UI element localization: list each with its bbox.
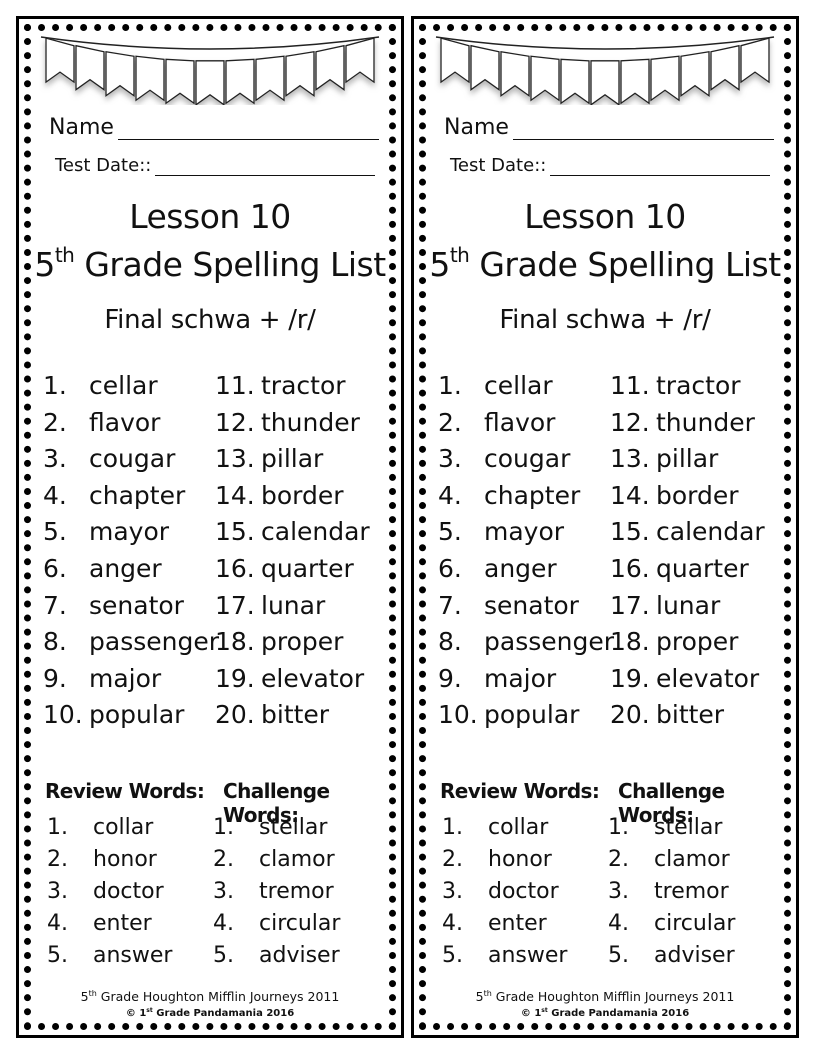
word-number: 11. <box>610 371 650 400</box>
grade-number: 5 <box>34 245 55 284</box>
spelling-word: pillar <box>656 444 719 474</box>
bunting-flag <box>531 56 559 100</box>
word-number: 3. <box>47 879 68 904</box>
spelling-word: cougar <box>89 444 176 474</box>
review-word: honor <box>488 847 552 872</box>
word-number: 20. <box>215 700 255 730</box>
word-number: 2. <box>213 847 234 872</box>
spelling-word: flavor <box>484 407 556 437</box>
name-blank[interactable] <box>118 121 379 140</box>
word-number: 16. <box>215 554 255 583</box>
word-number: 4. <box>213 911 234 936</box>
challenge-word: tremor <box>654 879 729 904</box>
review-word: doctor <box>488 879 559 904</box>
word-number: 19. <box>610 663 650 693</box>
copyright-rest: Grade Pandamania 2016 <box>547 1008 690 1019</box>
spelling-word: major <box>89 663 162 693</box>
spelling-word: mayor <box>89 517 170 547</box>
word-number: 2. <box>438 407 462 437</box>
bunting-flag <box>681 52 709 96</box>
word-number: 3. <box>213 879 234 904</box>
word-number: 5. <box>43 517 67 547</box>
bunting-flag <box>441 38 469 82</box>
challenge-word: clamor <box>654 847 730 872</box>
name-blank[interactable] <box>513 121 774 140</box>
word-number: 3. <box>442 879 463 904</box>
copyright-prefix: © 1 <box>125 1008 147 1019</box>
word-number: 14. <box>215 480 255 510</box>
spelling-word: proper <box>656 627 739 657</box>
bunting-flag <box>226 59 254 103</box>
word-number: 6. <box>43 554 67 583</box>
spelling-word: anger <box>89 554 162 583</box>
spelling-word: border <box>656 480 739 510</box>
lesson-title: Lesson 10 <box>129 197 291 236</box>
word-number: 12. <box>215 407 255 437</box>
test-date-blank[interactable] <box>155 157 375 176</box>
word-number: 2. <box>47 847 68 872</box>
spelling-word: passenger <box>484 627 614 657</box>
bunting-flag <box>741 38 769 82</box>
word-number: 11. <box>215 371 255 400</box>
test-date-line <box>450 155 770 176</box>
spelling-word: cellar <box>484 371 553 400</box>
bunting-flag <box>286 52 314 96</box>
footer-grade-number: 5 <box>80 989 89 1004</box>
word-number: 4. <box>47 911 68 936</box>
bookmark-left <box>16 16 404 1038</box>
bunting-flag <box>471 46 499 90</box>
word-number: 2. <box>608 847 629 872</box>
word-number: 4. <box>43 480 67 510</box>
word-number: 5. <box>213 943 234 968</box>
spelling-word: chapter <box>89 480 186 510</box>
word-number: 20. <box>610 700 650 730</box>
word-number: 5. <box>47 943 68 968</box>
spelling-word: pillar <box>261 444 324 474</box>
challenge-word: tremor <box>259 879 334 904</box>
phonics-pattern: Final schwa + /r/ <box>499 305 711 335</box>
challenge-word: circular <box>654 911 736 936</box>
spelling-word: thunder <box>261 407 360 437</box>
review-word: collar <box>488 815 549 840</box>
bunting-flag <box>711 46 739 90</box>
word-number: 3. <box>608 879 629 904</box>
challenge-word: circular <box>259 911 341 936</box>
footer-grade-suffix: th <box>483 989 492 998</box>
review-word: answer <box>488 943 568 968</box>
bunting-flag <box>561 59 589 103</box>
bunting-banner <box>434 27 776 105</box>
word-number: 5. <box>608 943 629 968</box>
spelling-word: calendar <box>261 517 370 547</box>
spelling-word: chapter <box>484 480 581 510</box>
name-label: Name <box>444 115 509 140</box>
review-word: collar <box>93 815 154 840</box>
spelling-word: mayor <box>484 517 565 547</box>
word-number: 9. <box>438 663 462 693</box>
word-number: 1. <box>608 815 629 840</box>
phonics-pattern: Final schwa + /r/ <box>104 305 316 335</box>
footer-grade-suffix: th <box>88 989 97 998</box>
grade-title-rest: Grade Spelling List <box>74 245 386 284</box>
spelling-word: popular <box>89 700 185 730</box>
word-number: 7. <box>43 590 67 620</box>
spelling-word: thunder <box>656 407 755 437</box>
spelling-word: passenger <box>89 627 219 657</box>
grade-suffix: th <box>54 243 75 267</box>
review-words-label: Review Words: <box>440 779 600 803</box>
word-number: 15. <box>215 517 255 547</box>
word-number: 8. <box>43 627 67 657</box>
spelling-word: lunar <box>261 590 326 620</box>
spelling-word: quarter <box>656 554 749 583</box>
bunting-flag <box>316 46 344 90</box>
footer-source-rest: Grade Houghton Mifflin Journeys 2011 <box>96 989 340 1004</box>
word-number: 6. <box>438 554 462 583</box>
review-word: honor <box>93 847 157 872</box>
grade-title <box>19 243 401 284</box>
bunting-flag <box>501 52 529 96</box>
spelling-word: border <box>261 480 344 510</box>
review-word: enter <box>93 911 152 936</box>
word-number: 19. <box>215 663 255 693</box>
word-number: 18. <box>215 627 255 657</box>
test-date-line <box>55 155 375 176</box>
bunting-flag <box>651 56 679 100</box>
lesson-title: Lesson 10 <box>524 197 686 236</box>
bookmark-right <box>411 16 799 1038</box>
review-word: enter <box>488 911 547 936</box>
word-number: 10. <box>43 700 83 730</box>
word-number: 1. <box>438 371 462 400</box>
spelling-word: tractor <box>656 371 741 400</box>
word-number: 5. <box>438 517 462 547</box>
word-number: 4. <box>438 480 462 510</box>
challenge-word: clamor <box>259 847 335 872</box>
name-label: Name <box>49 115 114 140</box>
bunting-flag <box>196 61 224 105</box>
word-number: 2. <box>442 847 463 872</box>
spelling-word: senator <box>89 590 184 620</box>
test-date-label: Test Date:: <box>450 155 547 176</box>
challenge-words-label: Challenge Words: <box>223 779 330 827</box>
review-word: answer <box>93 943 173 968</box>
word-number: 16. <box>610 554 650 583</box>
word-number: 2. <box>43 407 67 437</box>
bunting-banner <box>39 27 381 105</box>
spelling-word: popular <box>484 700 580 730</box>
word-number: 9. <box>43 663 67 693</box>
word-number: 10. <box>438 700 478 730</box>
spelling-word: anger <box>484 554 557 583</box>
copyright-suffix: st <box>146 1007 153 1014</box>
spelling-word: cougar <box>484 444 571 474</box>
spelling-word: quarter <box>261 554 354 583</box>
test-date-blank[interactable] <box>550 157 770 176</box>
footer-source <box>414 989 796 1004</box>
word-number: 4. <box>442 911 463 936</box>
name-line <box>444 115 774 140</box>
spelling-word: lunar <box>656 590 721 620</box>
spelling-word: cellar <box>89 371 158 400</box>
spelling-word: proper <box>261 627 344 657</box>
bunting-flag <box>256 56 284 100</box>
word-number: 13. <box>215 444 255 474</box>
word-number: 1. <box>47 815 68 840</box>
bunting-flag <box>136 56 164 100</box>
challenge-word: stellar <box>654 815 723 840</box>
test-date-label: Test Date:: <box>55 155 152 176</box>
copyright-rest: Grade Pandamania 2016 <box>152 1008 295 1019</box>
challenge-word: adviser <box>259 943 340 968</box>
spelling-word: elevator <box>656 663 760 693</box>
grade-number: 5 <box>429 245 450 284</box>
challenge-words-label: Challenge Words: <box>618 779 725 827</box>
word-number: 17. <box>610 590 650 620</box>
word-number: 17. <box>215 590 255 620</box>
bunting-flag <box>346 38 374 82</box>
bunting-flag <box>106 52 134 96</box>
word-number: 3. <box>438 444 462 474</box>
challenge-word: adviser <box>654 943 735 968</box>
word-number: 5. <box>442 943 463 968</box>
spelling-word: bitter <box>261 700 330 730</box>
spelling-word: flavor <box>89 407 161 437</box>
spelling-word: elevator <box>261 663 365 693</box>
bunting-flag <box>591 61 619 105</box>
spelling-word: tractor <box>261 371 346 400</box>
bunting-flag <box>621 59 649 103</box>
spelling-word: major <box>484 663 557 693</box>
footer-grade-number: 5 <box>475 989 484 1004</box>
spelling-word: bitter <box>656 700 725 730</box>
word-number: 1. <box>442 815 463 840</box>
footer-source-rest: Grade Houghton Mifflin Journeys 2011 <box>491 989 735 1004</box>
word-number: 8. <box>438 627 462 657</box>
footer-copyright <box>19 1007 401 1019</box>
word-number: 14. <box>610 480 650 510</box>
grade-suffix: th <box>449 243 470 267</box>
spelling-word: senator <box>484 590 579 620</box>
review-word: doctor <box>93 879 164 904</box>
word-number: 7. <box>438 590 462 620</box>
bunting-flag <box>46 38 74 82</box>
word-number: 1. <box>43 371 67 400</box>
word-number: 12. <box>610 407 650 437</box>
copyright-suffix: st <box>541 1007 548 1014</box>
word-number: 13. <box>610 444 650 474</box>
review-words-label: Review Words: <box>45 779 205 803</box>
word-number: 4. <box>608 911 629 936</box>
bunting-flag <box>166 59 194 103</box>
word-number: 15. <box>610 517 650 547</box>
grade-title-rest: Grade Spelling List <box>469 245 781 284</box>
footer-source <box>19 989 401 1004</box>
word-number: 18. <box>610 627 650 657</box>
name-line <box>49 115 379 140</box>
copyright-prefix: © 1 <box>520 1008 542 1019</box>
word-number: 3. <box>43 444 67 474</box>
bunting-flag <box>76 46 104 90</box>
footer-copyright <box>414 1007 796 1019</box>
spelling-word: calendar <box>656 517 765 547</box>
challenge-word: stellar <box>259 815 328 840</box>
word-number: 1. <box>213 815 234 840</box>
grade-title <box>414 243 796 284</box>
